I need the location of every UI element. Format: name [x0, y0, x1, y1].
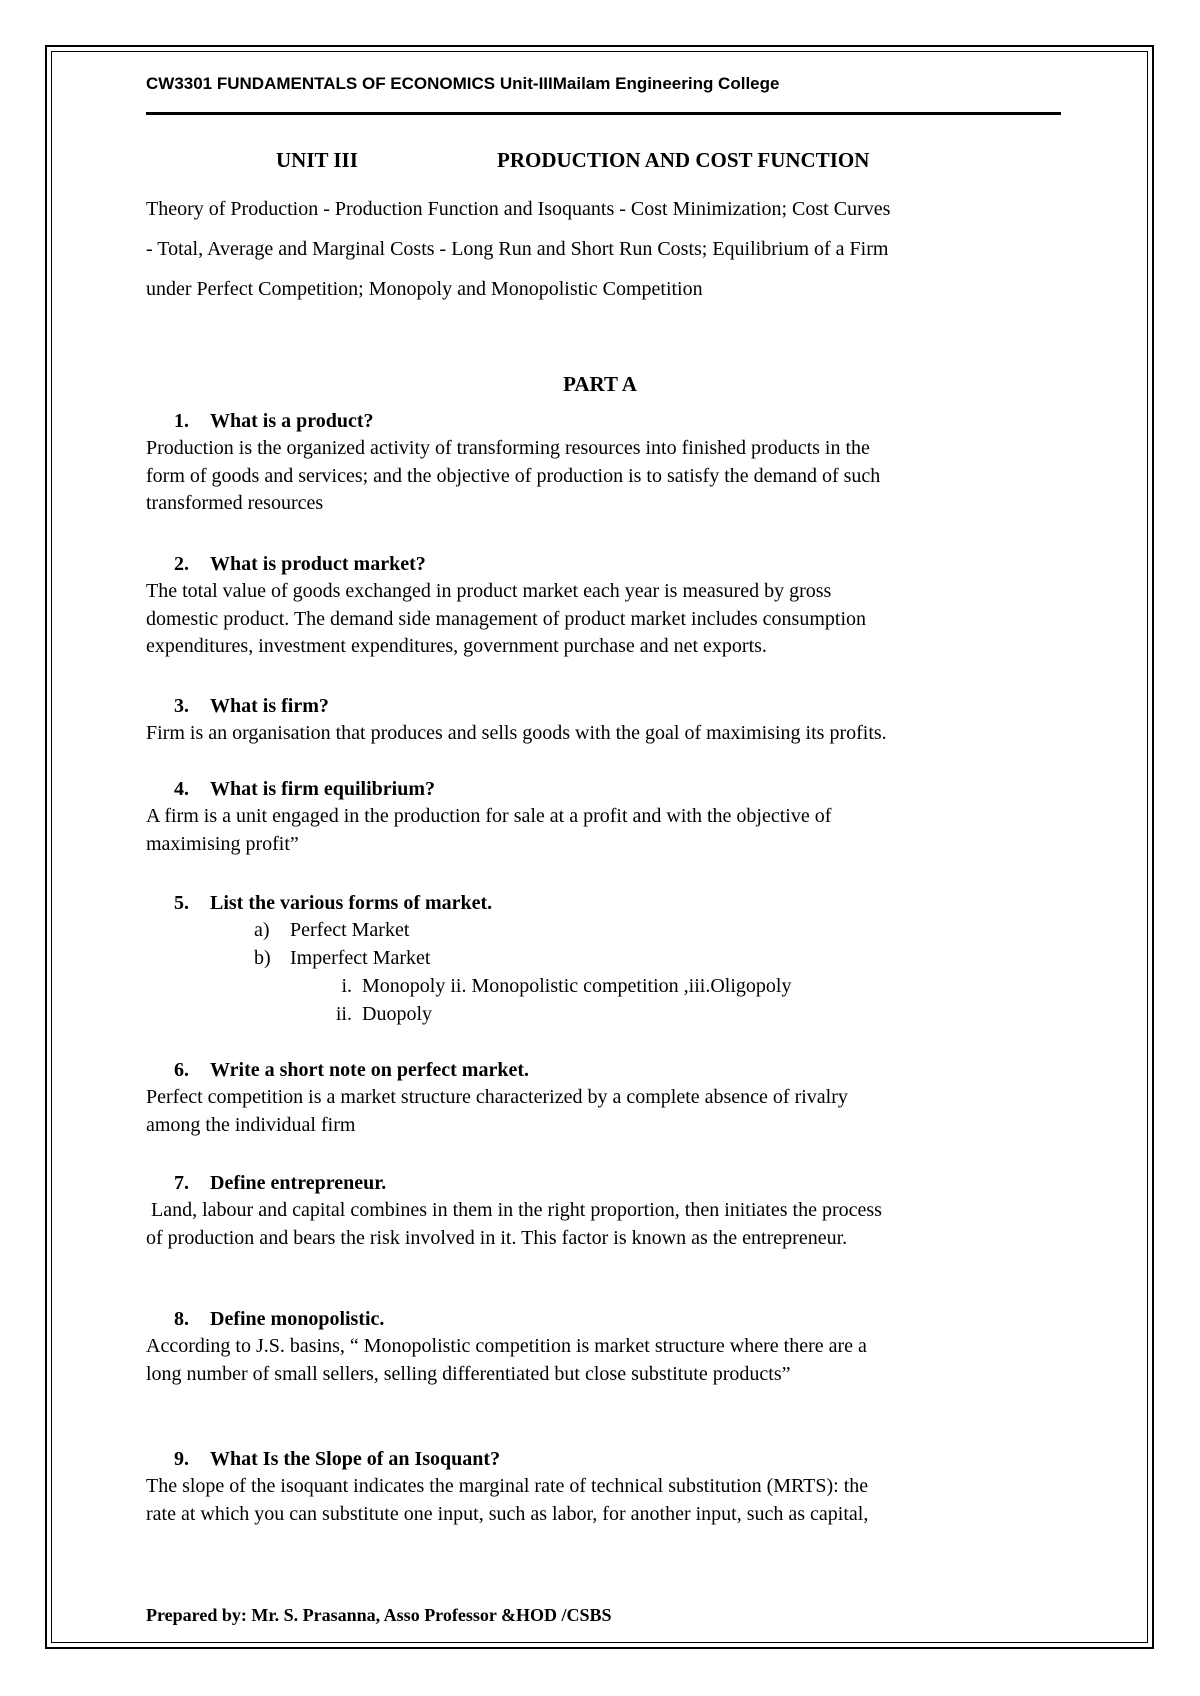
answer-line: transformed resources	[146, 492, 324, 514]
question-text: What is a product?	[210, 410, 374, 432]
question-text: Write a short note on perfect market.	[210, 1059, 529, 1081]
question-number: 2.	[174, 553, 189, 575]
answer-line: A firm is a unit engaged in the production for sale at a profit and with the objective of	[146, 805, 832, 827]
answer-line: expenditures, investment expenditures, government purchase and net exports.	[146, 635, 767, 657]
sub-list-item	[146, 1003, 1076, 1031]
question-text: Define monopolistic.	[210, 1308, 385, 1330]
question-block	[146, 695, 1076, 750]
part-title: PART A	[563, 372, 637, 396]
question-heading	[146, 410, 1076, 437]
answer	[146, 1335, 1076, 1390]
answer-line: long number of small sellers, selling differentiated but close substitute products”	[146, 1362, 791, 1385]
list-marker: b)	[254, 947, 271, 969]
question-heading	[146, 778, 1076, 805]
question-block	[146, 410, 1076, 520]
page-header: CW3301 FUNDAMENTALS OF ECONOMICS Unit-IIIMailam Engineering College	[146, 74, 780, 93]
answer	[146, 722, 1076, 750]
question-heading	[146, 1448, 1076, 1475]
question-number: 5.	[174, 892, 189, 914]
header-divider	[146, 112, 1061, 115]
list-item-text: Monopoly ii. Monopolistic competition ,iii.Oligopoly	[362, 975, 792, 997]
answer	[146, 805, 1076, 860]
answer-line: form of goods and services; and the objective of production is to satisfy the demand of such	[146, 464, 881, 487]
question-heading	[146, 695, 1076, 722]
question-block	[146, 778, 1076, 860]
question-text: List the various forms of market.	[210, 892, 493, 914]
answer-line: Perfect competition is a market structure characterized by a complete absence of rivalry	[146, 1086, 848, 1108]
question-number: 8.	[174, 1308, 189, 1330]
answer-line: According to J.S. basins, “ Monopolistic competition is market structure where there are a	[146, 1335, 867, 1357]
answer-line: Production is the organized activity of transforming resources into finished products in the	[146, 437, 870, 459]
answer-line: rate at which you can substitute one input, such as labor, for another input, such as capital,	[146, 1502, 869, 1525]
answer-line: The slope of the isoquant indicates the marginal rate of technical substitution (MRTS): the	[146, 1475, 869, 1497]
list-marker: a)	[254, 919, 270, 941]
answer-line: among the individual firm	[146, 1113, 356, 1136]
question-block	[146, 1308, 1076, 1390]
question-block	[146, 1172, 1076, 1254]
unit-label: UNIT III	[276, 148, 358, 172]
question-number: 4.	[174, 778, 189, 800]
sub-list-item	[146, 975, 1076, 1003]
syllabus	[146, 198, 1066, 318]
answer	[146, 580, 1076, 663]
question-number: 6.	[174, 1059, 189, 1081]
answer-line: maximising profit”	[146, 832, 299, 855]
answer	[146, 1475, 1076, 1530]
question-number: 7.	[174, 1172, 189, 1194]
question-number: 1.	[174, 410, 189, 432]
syllabus-line: Theory of Production - Production Function and Isoquants - Cost Minimization; Cost Curves	[146, 198, 891, 220]
list-item	[146, 947, 1076, 975]
answer	[146, 1199, 1076, 1254]
question-number: 3.	[174, 695, 189, 717]
list-marker: ii.	[335, 1003, 352, 1025]
syllabus-line: - Total, Average and Marginal Costs - Long Run and Short Run Costs; Equilibrium of a Firm	[146, 238, 889, 260]
list-item	[146, 919, 1076, 947]
question-heading	[146, 1059, 1076, 1086]
answer-line: Firm is an organisation that produces and sells goods with the goal of maximising its profits.	[146, 722, 887, 744]
question-block	[146, 553, 1076, 663]
list-item-text: Perfect Market	[290, 919, 410, 941]
question-number: 9.	[174, 1448, 189, 1470]
answer-line: domestic product. The demand side management of product market includes consumption	[146, 607, 866, 630]
question-heading	[146, 892, 1076, 919]
list-item-text: Imperfect Market	[290, 947, 431, 969]
answer	[146, 1086, 1076, 1141]
answer-line: The total value of goods exchanged in product market each year is measured by gross	[146, 580, 832, 602]
question-heading	[146, 1172, 1076, 1199]
question-text: What is firm equilibrium?	[210, 778, 436, 800]
question-heading	[146, 1308, 1076, 1335]
syllabus-line: under Perfect Competition; Monopoly and Monopolistic Competition	[146, 278, 703, 300]
question-block	[146, 1448, 1076, 1530]
question-text: What Is the Slope of an Isoquant?	[210, 1448, 501, 1470]
page-footer: Prepared by: Mr. S. Prasanna, Asso Professor &HOD /CSBS	[146, 1605, 612, 1625]
answer-line: Land, labour and capital combines in them in the right proportion, then initiates the process	[146, 1199, 882, 1221]
question-heading	[146, 553, 1076, 580]
unit-title: PRODUCTION AND COST FUNCTION	[497, 148, 870, 172]
list-item-text: Duopoly	[362, 1003, 432, 1025]
question-text: What is product market?	[210, 553, 426, 575]
answer	[146, 437, 1076, 520]
question-text: What is firm?	[210, 695, 329, 717]
answer-line: of production and bears the risk involved in it. This factor is known as the entrepreneur.	[146, 1226, 848, 1249]
question-block	[146, 1059, 1076, 1141]
question-block	[146, 892, 1076, 1031]
list-marker: i.	[341, 975, 352, 997]
question-text: Define entrepreneur.	[210, 1172, 387, 1194]
